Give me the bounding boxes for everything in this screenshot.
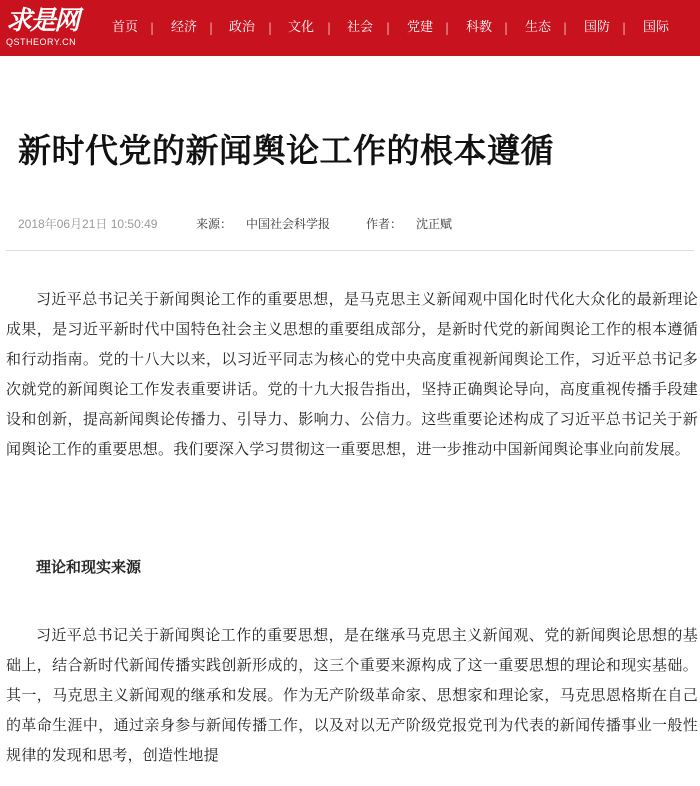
nav-separator: | (563, 21, 568, 35)
nav-separator: | (504, 21, 509, 35)
top-navigation-bar (0, 0, 700, 56)
nav-separator: | (622, 21, 627, 35)
nav-item-culture[interactable]: 文化 (288, 20, 315, 35)
nav-separator: | (209, 21, 214, 35)
nav-item-international[interactable]: 国际 (643, 20, 670, 35)
article-paragraph: 习近平总书记关于新闻舆论工作的重要思想，是马克思主义新闻观中国化时代化大众化的最新理论成果，是习近平新时代中国特色社会主义思想的重要组成部分，是新时代党的新闻舆论工作的根本遵循和行动指南。党的十八大以来，以习近平同志为核心的党中央高度重视新闻舆论工作，习近平总书记多次就党的新闻舆论工作发表重要讲话。党的十九大报告指出，坚持正确舆论导向，高度重视传播手段建设和创新，提高新闻舆论传播力、引导力、影响力、公信力。这些重要论述构成了习近平总书记关于新闻舆论工作的重要思想。我们要深入学习贯彻这一重要思想，进一步推动中国新闻舆论事业向前发展。 (6, 290, 698, 458)
source-name: 中国社会科学报 (246, 217, 331, 231)
main-nav (98, 0, 700, 56)
article-meta (18, 214, 688, 234)
nav-separator: | (268, 21, 273, 35)
logo-chinese-text: 求是网 (6, 6, 79, 36)
nav-separator: | (327, 21, 332, 35)
author-name: 沈正赋 (416, 217, 453, 231)
logo-english-text: QSTHEORY.CN (6, 37, 77, 47)
article-title: 新时代党的新闻舆论工作的根本遵循 (18, 131, 554, 170)
nav-item-economy[interactable]: 经济 (171, 20, 198, 35)
publish-date: 2018年06月21日 10:50:49 (18, 217, 158, 231)
nav-item-science-education[interactable]: 科教 (466, 20, 493, 35)
nav-item-ecology[interactable]: 生态 (525, 20, 552, 35)
nav-item-defense[interactable]: 国防 (584, 20, 611, 35)
nav-separator: | (445, 21, 450, 35)
nav-item-home[interactable]: 首页 (112, 20, 139, 35)
site-logo[interactable] (6, 6, 96, 50)
header-divider (6, 250, 694, 251)
section-heading: 理论和现实来源 (36, 558, 142, 576)
nav-separator: | (150, 21, 155, 35)
nav-item-society[interactable]: 社会 (347, 20, 374, 35)
source-label: 来源： (196, 217, 233, 231)
nav-separator: | (386, 21, 391, 35)
author-label: 作者： (366, 217, 403, 231)
article-paragraph: 习近平总书记关于新闻舆论工作的重要思想，是在继承马克思主义新闻观、党的新闻舆论思想的基础上，结合新时代新闻传播实践创新形成的，这三个重要来源构成了这一重要思想的理论和现实基础。其一，马克思主义新闻观的继承和发展。作为无产阶级革命家、思想家和理论家，马克思恩格斯在自己的革命生涯中，通过亲身参与新闻传播工作，以及对以无产阶级党报党刊为代表的新闻传播事业一般性规律的发现和思考，创造性地提 (6, 626, 698, 764)
nav-item-party-building[interactable]: 党建 (407, 20, 434, 35)
nav-item-politics[interactable]: 政治 (229, 20, 256, 35)
